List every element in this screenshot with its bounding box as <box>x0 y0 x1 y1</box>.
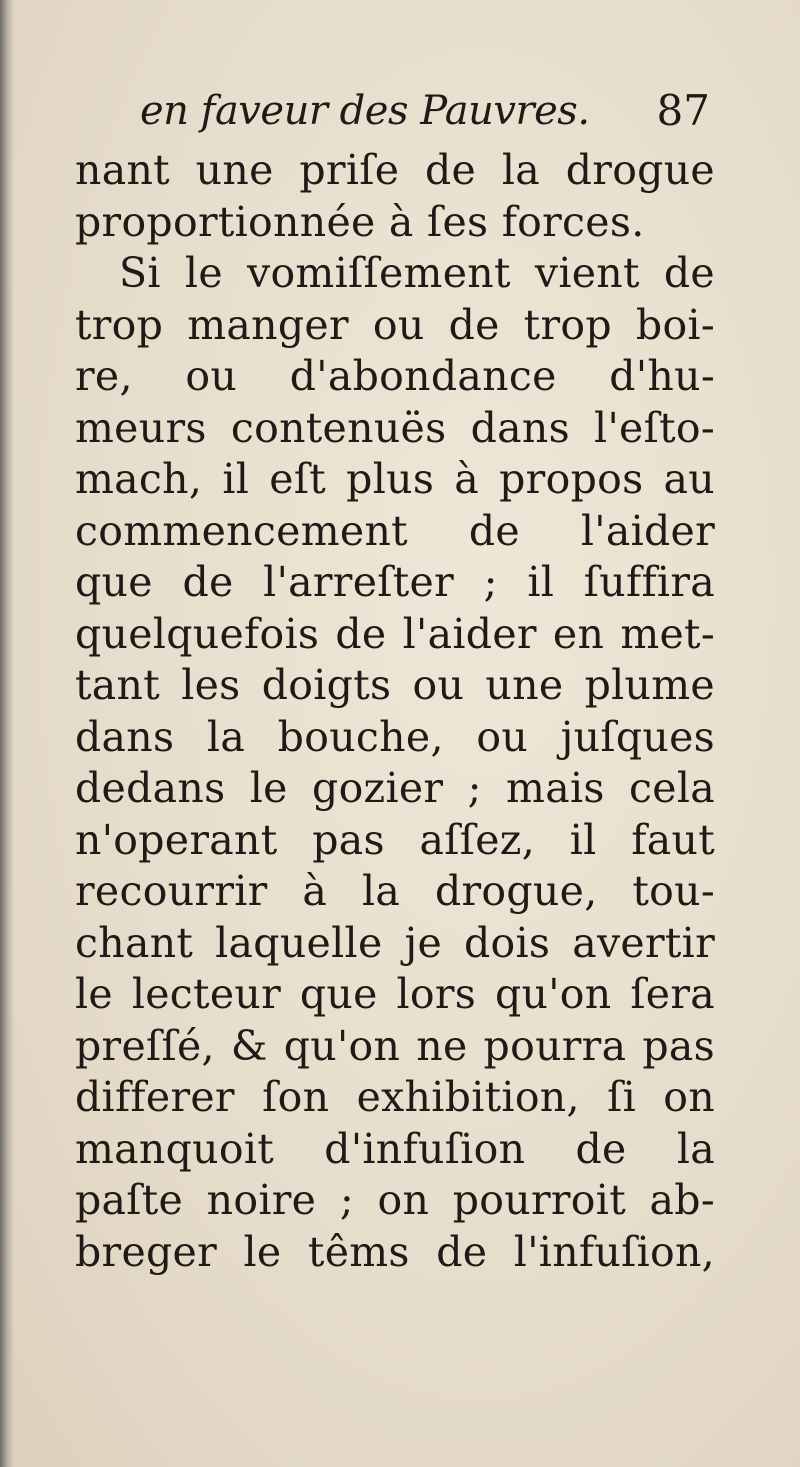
text-line: que de l'arreſter ; il ſuffira <box>75 558 715 606</box>
text-line: proportionnée à ſes forces. <box>75 197 645 246</box>
text-line: tant les doigts ou une plume <box>75 661 715 709</box>
text-line: le lecteur que lors qu'on ſera <box>75 970 715 1018</box>
text-line: re, ou d'abondance d'hu- <box>75 352 715 400</box>
text-line: quelquefois de l'aider en met- <box>75 609 715 658</box>
text-line: dedans le gozier ; mais cela <box>75 764 715 812</box>
text-line: breger le têms de l'infuſion, <box>75 1227 715 1276</box>
text-line: manquoit d'infuſion de la <box>75 1124 715 1173</box>
text-line: n'operant pas aſſez, il faut <box>75 815 715 864</box>
text-line: mach, il eſt plus à propos au <box>75 455 715 503</box>
text-line: dans la bouche, ou juſques <box>75 712 715 761</box>
running-title: en faveur des Pauvres. <box>140 88 590 134</box>
text-line: nant une priſe de la drogue <box>75 146 715 194</box>
text-line: recourrir à la drogue, tou- <box>75 867 715 915</box>
text-line: preſſé, & qu'on ne pourra pas <box>75 1021 715 1070</box>
page-number: 87 <box>656 86 710 135</box>
text-line: trop manger ou de trop boi- <box>75 300 715 349</box>
binding-shadow <box>0 0 14 1467</box>
text-line: paſte noire ; on pourroit ab- <box>75 1176 715 1224</box>
text-line: meurs contenuës dans l'eſto- <box>75 403 715 452</box>
text-line: Si le vomiſſement vient de <box>119 249 715 297</box>
running-head <box>140 88 710 148</box>
text-line: commencement de l'aider <box>75 506 715 555</box>
body-text <box>75 145 715 1278</box>
text-line: chant laquelle je dois avertir <box>75 918 715 967</box>
text-line: differer ſon exhibition, ſi on <box>75 1073 715 1121</box>
